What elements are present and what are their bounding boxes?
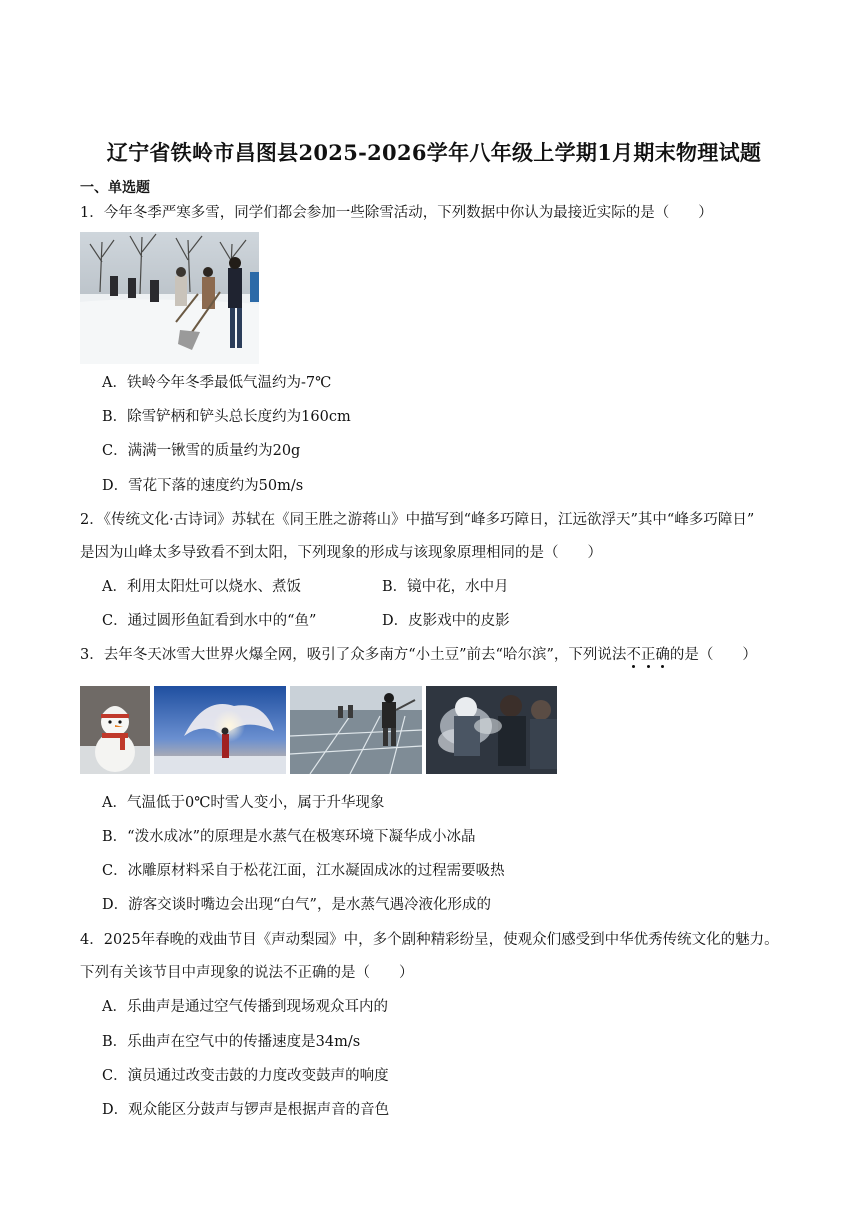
q1-option-d[interactable]: D．雪花下落的速度约为50m/s: [102, 478, 304, 494]
q4-option-b[interactable]: B．乐曲声在空气中的传播速度是34m/s: [102, 1034, 361, 1050]
q4-option-d[interactable]: D．观众能区分鼓声与锣声是根据声音的音色: [102, 1102, 390, 1118]
q1-option-a[interactable]: A．铁岭今年冬季最低气温约为-7℃: [102, 375, 332, 391]
q2-option-d[interactable]: D．皮影戏中的皮影: [382, 613, 510, 629]
water-to-ice-photo: [154, 686, 286, 774]
question-1-stem: 1．今年冬季严寒多雪，同学们都会参加一些除雪活动，下列数据中你认为最接近实际的是（ ）: [80, 205, 713, 221]
ice-harvest-photo: [290, 686, 422, 774]
q3-option-c[interactable]: C．冰雕原材料采自于松花江面，江水凝固成冰的过程需要吸热: [102, 863, 505, 879]
question-4-stem-line1: 4．2025年春晚的戏曲节目《声动梨园》中，多个剧种精彩纷呈，使观众们感受到中华优秀传统文化的魅力。: [80, 932, 779, 948]
q3-option-d[interactable]: D．游客交谈时嘴边会出现“白气”，是水蒸气遇冷液化形成的: [102, 897, 491, 913]
q3-emphasis-char-1: 不: [626, 647, 641, 663]
q4-option-a[interactable]: A．乐曲声是通过空气传播到现场观众耳内的: [102, 999, 388, 1015]
q4-option-c[interactable]: C．演员通过改变击鼓的力度改变鼓声的响度: [102, 1068, 389, 1084]
q3-emphasis-char-2: 正: [640, 647, 656, 663]
q3-option-a[interactable]: A．气温低于0℃时雪人变小，属于升华现象: [102, 795, 385, 811]
question-3-stem: [80, 645, 757, 665]
q3-stem-pre: 3．去年冬天冰雪大世界火爆全网，吸引了众多南方“小土豆”前去“哈尔滨”，下列说法: [80, 647, 627, 663]
exam-title: 辽宁省铁岭市昌图县2025-2026学年八年级上学期1月期末物理试题: [106, 140, 762, 165]
q1-option-c[interactable]: C．满满一锹雪的质量约为20g: [102, 443, 301, 459]
snowman-photo: [80, 686, 150, 774]
question-2-stem-line1: 2．《传统文化·古诗词》苏轼在《同王胜之游蒋山》中描写到“峰多巧障日，江远欲浮天”其中“峰多巧障日”: [80, 512, 755, 528]
q1-option-b[interactable]: B．除雪铲柄和铲头总长度约为160cm: [102, 409, 351, 425]
q3-stem-post: 的是（ ）: [669, 647, 757, 663]
question-2-stem-line2: 是因为山峰太多导致看不到太阳，下列现象的形成与该现象原理相同的是（ ）: [80, 545, 602, 561]
q3-option-b[interactable]: B．“泼水成冰”的原理是水蒸气在极寒环境下凝华成小冰晶: [102, 829, 476, 845]
breath-fog-photo: [426, 686, 557, 774]
section-heading: 一、单选题: [80, 180, 150, 196]
q2-option-b[interactable]: B．镜中花，水中月: [382, 579, 509, 595]
question-4-stem-line2: 下列有关该节目中声现象的说法不正确的是（ ）: [80, 965, 414, 981]
q2-option-a[interactable]: A．利用太阳灶可以烧水、煮饭: [102, 579, 301, 595]
q3-emphasis-char-3: 确: [655, 647, 670, 663]
q2-option-c[interactable]: C．通过圆形鱼缸看到水中的“鱼”: [102, 613, 317, 629]
snow-shoveling-photo: [80, 232, 259, 364]
